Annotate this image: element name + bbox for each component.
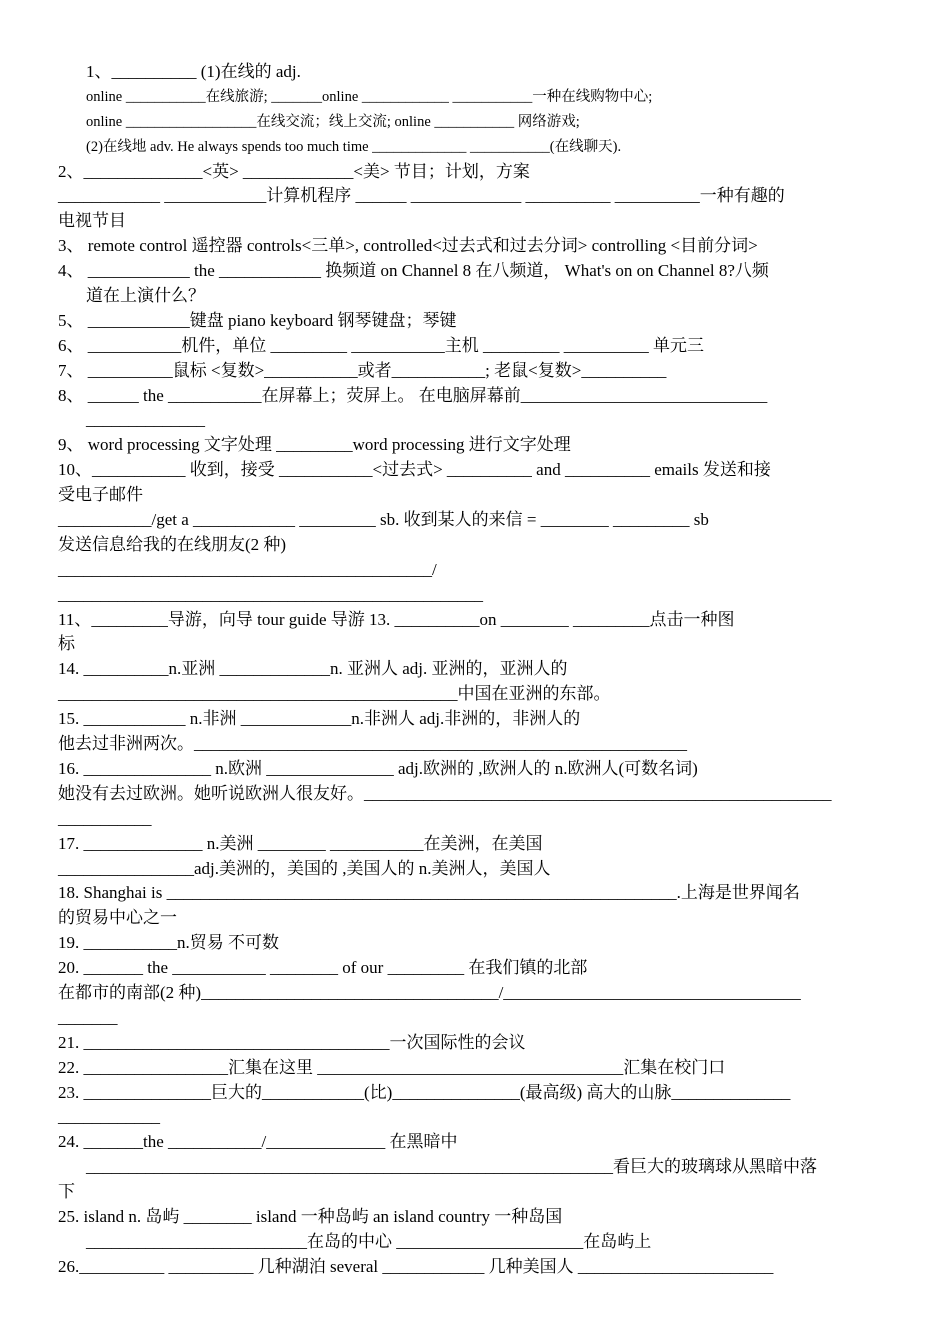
line-8: 3、 remote control 遥控器 controls<三单>, controlled<过去式和过去分词> controlling <目前分词>: [58, 236, 758, 256]
line-46: 下: [58, 1182, 75, 1202]
line-42: 23. _______________巨大的____________(比)_______________(最高级) 高大的山脉______________: [58, 1082, 791, 1102]
line-15: ______________: [86, 410, 205, 430]
line-38: 在都市的南部(2 种)___________________________________/___________________________________: [58, 982, 801, 1002]
line-40: 21. ____________________________________一次国际性的会议: [58, 1032, 526, 1052]
line-47: 25. island n. 岛屿 ________ island 一种岛屿 an island country 一种岛国: [58, 1206, 563, 1226]
line-1: 1、__________ (1)在线的 adj.: [86, 62, 301, 81]
worksheet: [58, 60, 894, 1280]
line-12: 6、 ___________机件，单位 _________ ___________主机 _________ __________ 单元三: [58, 335, 704, 355]
line-4: (2)在线地 adv. He always spends too much time _____________ ___________(在线聊天).: [86, 138, 622, 155]
line-34: 18. Shanghai is ____________________________________________________________.上海是世界闻名: [58, 883, 800, 903]
line-39: _______: [58, 1007, 118, 1027]
line-5: 2、______________<英> _____________<美> 节目；计划，方案: [58, 161, 530, 181]
line-6: ____________ ____________计算机程序 ______ _____________ __________ __________一种有趣的: [58, 186, 785, 206]
line-41: 22. _________________汇集在这里 ____________________________________汇集在校门口: [58, 1057, 726, 1077]
line-22: __________________________________________________: [58, 584, 483, 604]
line-25: 14. __________n.亚洲 _____________n. 亚洲人 adj. 亚洲的，亚洲人的: [58, 659, 568, 679]
line-24: 标: [58, 634, 75, 654]
line-36: 19. ___________n.贸易 不可数: [58, 933, 279, 953]
line-30: 她没有去过欧洲。她听说欧洲人很友好。_______________________________________________________: [58, 783, 832, 803]
line-20: 发送信息给我的在线朋友(2 种): [58, 534, 287, 554]
line-13: 7、 __________鼠标 <复数>___________或者___________; 老鼠<复数>__________: [58, 360, 667, 380]
line-11: 5、 ____________键盘 piano keyboard 钢琴键盘；琴键: [58, 310, 457, 330]
line-28: 他去过非洲两次。__________________________________________________________: [58, 734, 687, 754]
line-26: _______________________________________________中国在亚洲的东部。: [58, 684, 611, 704]
line-37: 20. _______ the ___________ ________ of our _________ 在我们镇的北部: [58, 958, 588, 978]
line-48: __________________________在岛的中心 ______________________在岛屿上: [86, 1231, 652, 1251]
line-9: 4、 ____________ the ____________ 换频道 on Channel 8 在八频道， What's on on Channel 8?八频: [58, 261, 769, 281]
line-27: 15. ____________ n.非洲 _____________n.非洲人 adj.非洲的，非洲人的: [58, 709, 581, 729]
line-3: online __________________在线交流；线上交流; online ___________ 网络游戏;: [86, 113, 580, 130]
line-17: 10、___________ 收到，接受 ___________<过去式> __________ and __________ emails 发送和接: [58, 460, 771, 480]
line-19: ___________/get a ____________ _________ sb. 收到某人的来信 = ________ _________ sb: [58, 510, 709, 530]
line-35: 的贸易中心之一: [58, 908, 177, 928]
line-44: 24. _______the ___________/______________ 在黑暗中: [58, 1132, 458, 1152]
line-2: online ___________在线旅游; _______online ____________ ___________一种在线购物中心;: [86, 88, 653, 105]
line-21: ____________________________________________/: [58, 559, 437, 579]
line-23: 11、_________导游，向导 tour guide 导游 13. __________on ________ _________点击一种图: [58, 609, 735, 629]
line-18: 受电子邮件: [58, 485, 143, 505]
line-14: 8、 ______ the ___________在屏幕上；荧屏上。 在电脑屏幕前_____________________________: [58, 385, 768, 405]
line-7: 电视节目: [58, 211, 126, 231]
line-32: 17. ______________ n.美洲 ________ ___________在美洲，在美国: [58, 833, 543, 853]
line-33: ________________adj.美洲的，美国的 ,美国人的 n.美洲人，美国人: [58, 858, 551, 878]
line-10: 道在上演什么？: [86, 286, 205, 306]
line-43: ____________: [58, 1107, 160, 1127]
line-31: ___________: [58, 808, 152, 828]
line-16: 9、 word processing 文字处理 _________word processing 进行文字处理: [58, 435, 571, 455]
line-49: 26.__________ __________ 几种湖泊 several ____________ 几种美国人 _______________________: [58, 1256, 774, 1276]
line-29: 16. _______________ n.欧洲 _______________ adj.欧洲的 ,欧洲人的 n.欧洲人(可数名词): [58, 758, 698, 778]
line-45: ______________________________________________________________看巨大的玻璃球从黑暗中落: [86, 1157, 817, 1177]
